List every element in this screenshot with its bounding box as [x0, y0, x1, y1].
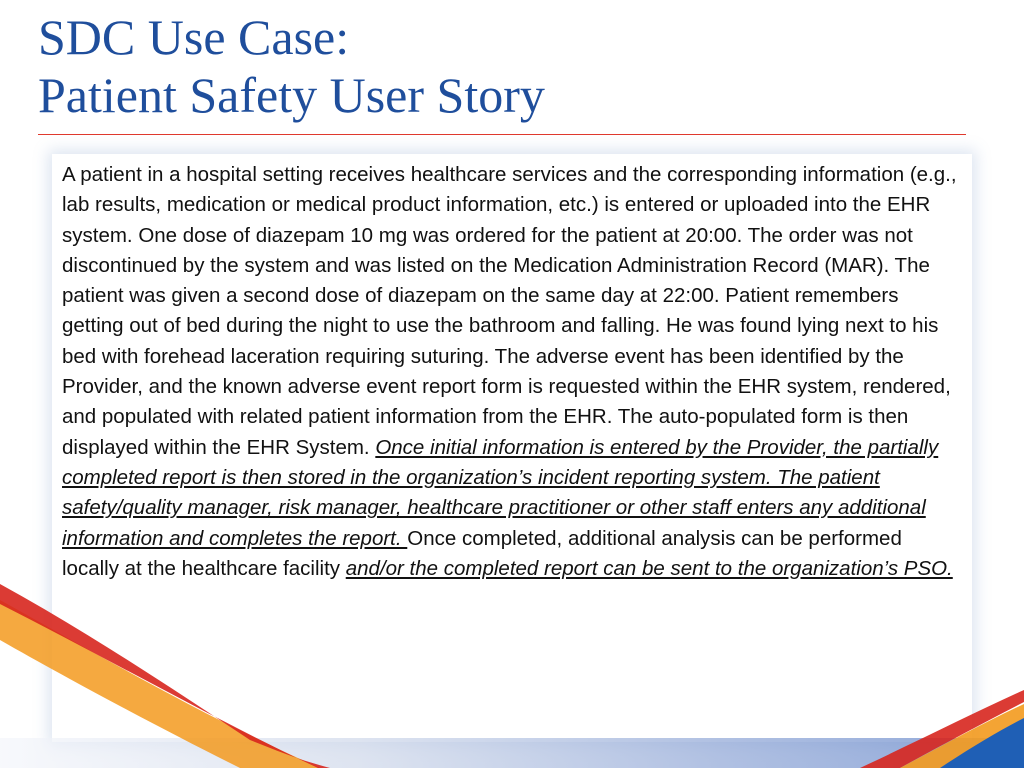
- slide-title-line-2: Patient Safety User Story: [38, 67, 545, 123]
- footer-band: [0, 738, 1024, 768]
- story-text-emphasis-reporting: Once initial information is entered by the Provider, the partially completed report is then stored in the organization’s incident reporting system. The patient safety/quality manager, risk manager, healthcare practitioner or other staff enters any additional information and completes the report.: [62, 435, 939, 550]
- user-story-paragraph: [62, 160, 962, 584]
- story-text-emphasis-pso: and/or the completed report can be sent to the organization’s PSO.: [345, 556, 953, 580]
- slide-title-line-1: SDC Use Case:: [38, 9, 350, 65]
- story-text-analysis: Once completed, additional analysis can be performed locally at the healthcare facility: [62, 526, 902, 580]
- title-underline-rule: [38, 134, 966, 135]
- slide-title: [38, 8, 545, 124]
- story-text-intro: A patient in a hospital setting receives healthcare services and the corresponding information (e.g., lab results, medication or medical product information, etc.) is entered or uploaded into the EHR system. One dose of diazepam 10 mg was ordered for the patient at 20:00. The order was not discontinued by the system and was listed on the Medication Administration Record (MAR). The patient was given a second dose of diazepam on the same day at 22:00. Patient remembers getting out of bed during the night to use the bathroom and falling. He was found lying next to his bed with forehead laceration requiring suturing. The adverse event has been identified by the Provider, and the known adverse event report form is requested within the EHR system, rendered, and populated with related patient information from the EHR. The auto-populated form is then displayed within the EHR System.: [62, 163, 957, 459]
